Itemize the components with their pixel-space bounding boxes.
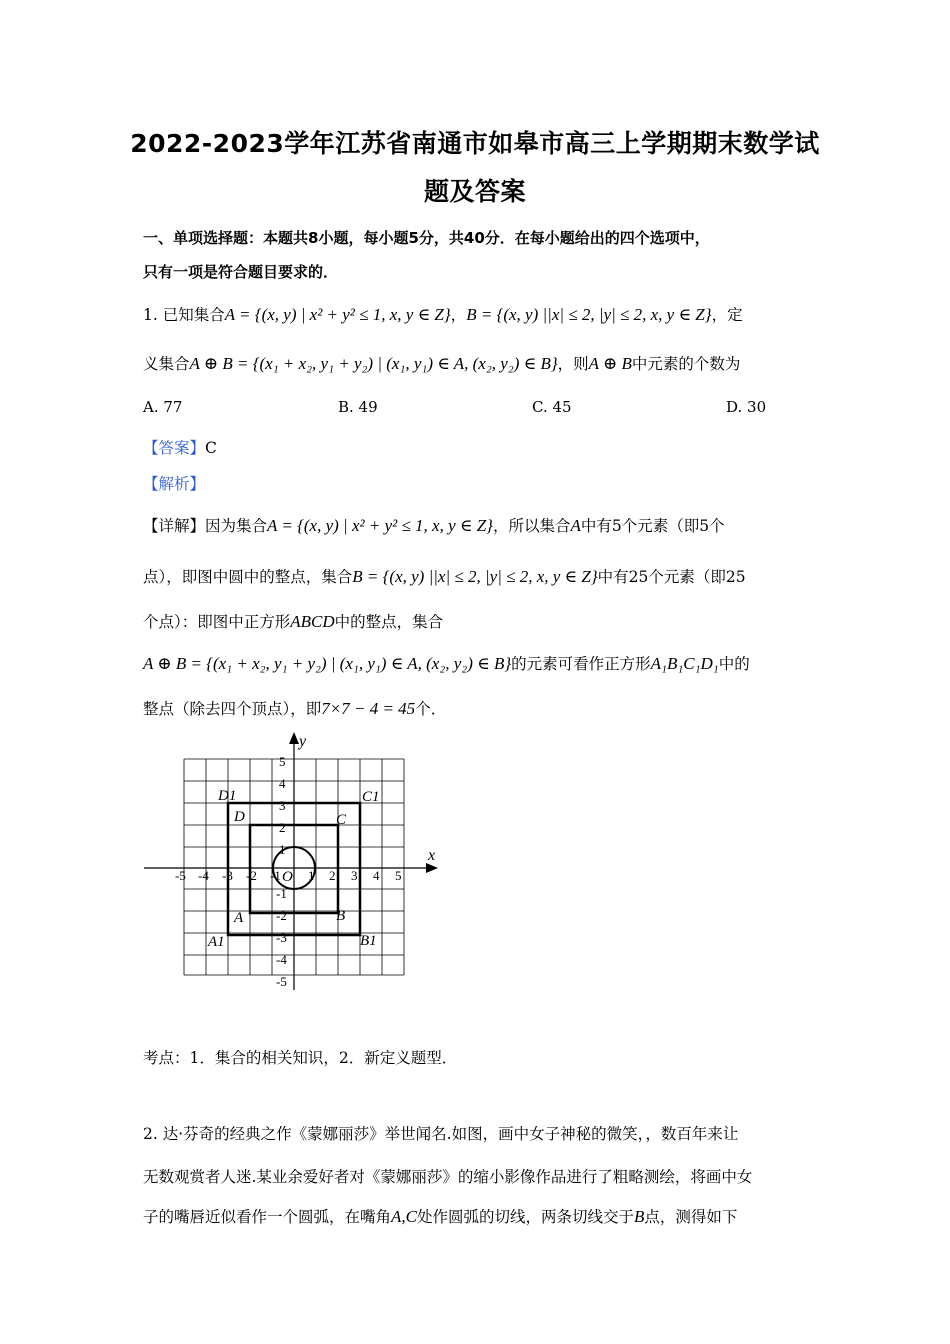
section-heading-line1: 一、单项选择题：本题共8小题，每小题5分，共40分．在每小题给出的四个选项中， [143, 229, 710, 247]
q2-l3-var2: B [634, 1207, 645, 1226]
answer-value: C [205, 439, 217, 457]
detail-l1-tail: 中有5个元素（即5个 [580, 517, 725, 535]
x-tick-label: -2 [246, 868, 257, 883]
detail-line2 [143, 565, 813, 587]
x-tick-label: -1 [270, 868, 281, 883]
detail-line4 [143, 652, 813, 674]
q2-l3-prefix: 子的嘴唇近似看作一个圆弧，在嘴角 [143, 1208, 392, 1226]
detail-l1-suffix: ，所以集合 [492, 517, 571, 535]
origin-label: O [282, 869, 293, 885]
q1-line1-suffix: ，定 [711, 306, 743, 324]
y-tick-label: 5 [279, 754, 286, 769]
detail-l2-set: B = {(x, y) ||x| ≤ 2, |y| ≤ 2, x, y ∈ Z} [352, 567, 598, 586]
q1-set-a: A = {(x, y) | x² + y² ≤ 1, x, y ∈ Z} [224, 305, 451, 324]
y-tick-label: -2 [276, 908, 287, 923]
y-tick-label: -4 [276, 952, 287, 967]
q1-line2-suffix: 中元素的个数为 [631, 355, 741, 373]
x-tick-label: 5 [395, 868, 402, 883]
point-label-c1: C1 [362, 789, 380, 805]
detail-l4-tail: 中的 [718, 655, 750, 673]
q1-option-c: C. 45 [532, 398, 572, 416]
point-label-b1: B1 [360, 933, 377, 949]
point-label-c: C [336, 812, 347, 828]
point-label-b: B [336, 908, 346, 924]
point-label-d1: D1 [218, 788, 237, 804]
detail-l2-suffix: 中有25个元素（即25 [597, 568, 746, 586]
detail-l4-set: A ⊕ B = {(x₁ + x₂, y₁ + y₂) | (x₁, y₁) ∈ A, (x₂, y₂) ∈ B} [143, 654, 512, 673]
q1-line2-prefix: 义集合 [143, 355, 190, 373]
y-tick-label: -3 [276, 930, 287, 945]
answer-label: 【答案】 [143, 439, 206, 457]
q1-set-ab: A ⊕ B = {(x₁ + x₂, y₁ + y₂) | (x₁, y₁) ∈ A, (x₂, y₂) ∈ B} [189, 354, 558, 373]
detail-l2-prefix: 点），即图中圆中的整点，集合 [143, 568, 353, 586]
y-tick-label: 1 [279, 842, 286, 857]
point-label-a: A [234, 910, 244, 926]
detail-l4-suffix: 的元素可看作正方形 [511, 655, 651, 673]
q1-set-b: B = {(x, y) ||x| ≤ 2, |y| ≤ 2, x, y ∈ Z} [466, 305, 712, 324]
detail-l5-expr: 7×7 − 4 = 45 [321, 699, 416, 718]
q2-l3-mid: 处作圆弧的切线，两条切线交于 [417, 1208, 635, 1226]
detail-l5-suffix: 个． [415, 700, 447, 718]
kaodian-line: 考点：1．集合的相关知识，2．新定义题型． [143, 1049, 458, 1067]
y-tick-label: 3 [279, 798, 286, 813]
detail-l1-set: A = {(x, y) | x² + y² ≤ 1, x, y ∈ Z} [267, 516, 493, 535]
x-tick-label: -3 [222, 868, 233, 883]
q2-line1: 2. 达·芬奇的经典之作《蒙娜丽莎》举世闻名.如图，画中女子神秘的微笑，，数百年来让 [143, 1125, 739, 1143]
detail-l3-suffix: 中的整点，集合 [334, 613, 444, 631]
detail-l3-var: ABCD [290, 612, 335, 631]
q1-line2 [143, 352, 813, 374]
detail-line5 [143, 697, 813, 719]
doc-title-line2: 题及答案 [423, 177, 526, 206]
detail-l1-var: A [570, 516, 581, 535]
x-tick-label: -4 [198, 868, 209, 883]
point-label-a1: A1 [208, 934, 225, 950]
q1-opname: A ⊕ B [588, 354, 632, 373]
x-tick-labels [175, 868, 402, 885]
x-tick-label: 2 [329, 868, 336, 883]
detail-line3 [143, 610, 813, 632]
q2-l3-var: A,C [391, 1207, 417, 1226]
q1-line1 [143, 303, 813, 325]
y-tick-label: 2 [279, 820, 286, 835]
detail-l1-prefix: 【详解】因为集合 [143, 517, 268, 535]
y-tick-label: -5 [276, 974, 287, 989]
y-axis-label: y [299, 733, 307, 750]
detail-l4-var: A₁B₁C₁D₁ [650, 654, 719, 673]
y-axis-arrow [289, 732, 299, 744]
detail-line1 [143, 514, 813, 536]
y-tick-label: -1 [276, 886, 287, 901]
analysis-label: 【解析】 [143, 475, 206, 493]
x-axis-arrow [426, 863, 438, 873]
doc-title-line1: 2022-2023学年江苏省南通市如皋市高三上学期期末数学试 [130, 129, 820, 158]
point-label-d: D [234, 809, 245, 825]
q1-option-d: D. 30 [726, 398, 767, 416]
q1-line2-mid: ，则 [557, 355, 589, 373]
x-tick-label: -5 [175, 868, 186, 883]
q1-separator: ， [450, 306, 467, 324]
answer-line [143, 436, 813, 458]
x-axis-label: x [428, 847, 436, 864]
y-tick-label: 4 [279, 776, 286, 791]
q1-option-a: A. 77 [143, 398, 183, 416]
q1-option-b: B. 49 [338, 398, 378, 416]
q2-line3 [143, 1205, 813, 1227]
x-tick-label: 4 [373, 868, 380, 883]
q2-l3-suffix: 点，测得如下 [644, 1208, 738, 1226]
q2-line2: 无数观赏者人迷.某业余爱好者对《蒙娜丽莎》的缩小影像作品进行了粗略测绘，将画中女 [143, 1168, 753, 1186]
analysis-line [143, 472, 813, 494]
x-tick-label: 3 [351, 868, 358, 883]
detail-l5-prefix: 整点（除去四个顶点），即 [143, 700, 322, 718]
detail-l3-prefix: 个点）：即图中正方形 [143, 613, 291, 631]
x-tick-label: 1 [308, 868, 315, 883]
section-heading-line2: 只有一项是符合题目要求的． [143, 263, 339, 281]
grid-figure [140, 730, 450, 995]
q1-stem-prefix: 1. 已知集合 [143, 306, 225, 324]
